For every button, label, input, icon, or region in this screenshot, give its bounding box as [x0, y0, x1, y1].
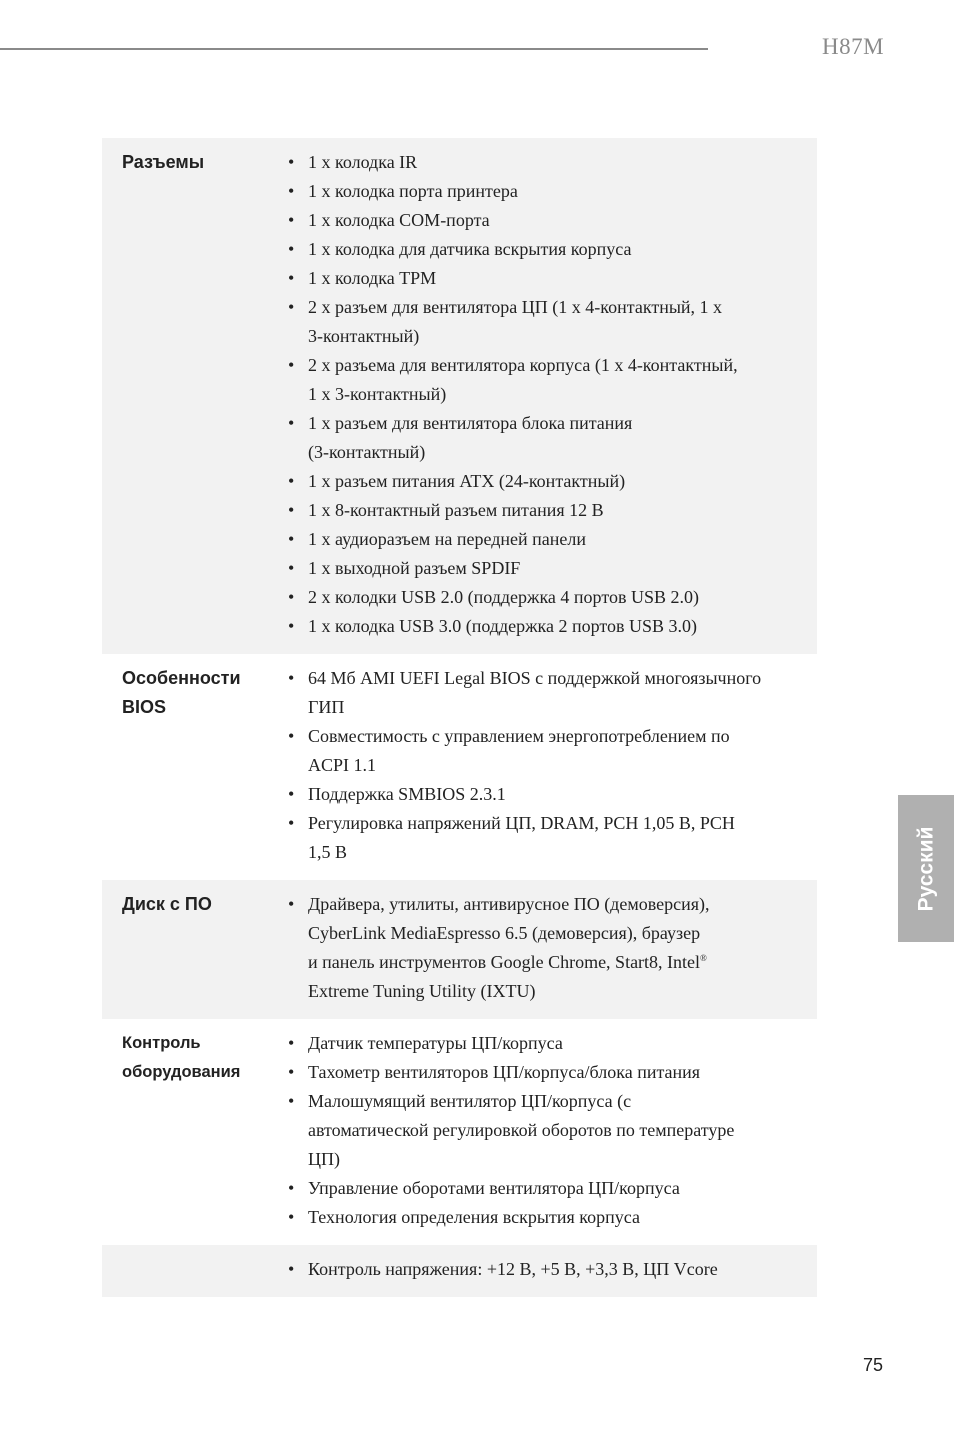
item-line: • 1 x колодка для датчика вскрытия корпуса: [308, 239, 632, 259]
item-line: • Технология определения вскрытия корпуса: [308, 1207, 640, 1227]
row-label-line: оборудования: [122, 1063, 241, 1081]
item-line: • 1 x колодка порта принтера: [308, 181, 518, 201]
item-list: [282, 1255, 798, 1284]
list-item: [288, 177, 798, 206]
row-label: [102, 1029, 282, 1232]
item-line: 1 x 3-контактный): [308, 384, 447, 404]
list-item: [288, 206, 798, 235]
item-line: (3-контактный): [308, 442, 426, 462]
page-number: 75: [863, 1355, 884, 1375]
item-line: • Тахометр вентиляторов ЦП/корпуса/блока питания: [308, 1062, 701, 1082]
row-label: [102, 1255, 282, 1284]
list-item: [288, 1203, 798, 1232]
model-name: H87M: [822, 34, 885, 59]
list-item: [288, 554, 798, 583]
list-item: [288, 1029, 798, 1058]
list-item: [288, 612, 798, 641]
row-label-line: Особенности: [122, 668, 241, 688]
list-item: [288, 525, 798, 554]
list-item: [288, 1255, 798, 1284]
header-rule: [0, 48, 708, 50]
item-line: • 1 x выходной разъем SPDIF: [308, 558, 521, 578]
item-line: ACPI 1.1: [308, 755, 377, 775]
item-list: [282, 890, 798, 1006]
list-item: [288, 293, 798, 351]
item-line: • 1 x колодка TPM: [308, 268, 437, 288]
item-line: • 1 x колодка IR: [308, 152, 418, 172]
item-line: • Контроль напряжения: +12 В, +5 В, +3,3 В, ЦП Vcore: [308, 1259, 718, 1279]
row-label-line: Диск с ПО: [122, 894, 212, 914]
item-line: CyberLink MediaEspresso 6.5 (демоверсия), браузер: [308, 923, 701, 943]
spec-row-bios: [102, 654, 817, 880]
item-line: • Регулировка напряжений ЦП, DRAM, PCH 1,05 В, PCH: [308, 813, 735, 833]
item-line: • 1 x 8-контактный разъем питания 12 В: [308, 500, 604, 520]
list-item: [288, 1058, 798, 1087]
item-line: • 1 x разъем для вентилятора блока питания: [308, 413, 633, 433]
item-line: ГИП: [308, 697, 345, 717]
item-line: • 1 x колодка COM-порта: [308, 210, 490, 230]
item-line: • 64 Мб AMI UEFI Legal BIOS с поддержкой многоязычного: [308, 668, 762, 688]
item-line: • 1 x аудиоразъем на передней панели: [308, 529, 586, 549]
spec-row-voltage-monitor: [102, 1245, 817, 1297]
item-line: • 2 x разъем для вентилятора ЦП (1 x 4-контактный, 1 x: [308, 297, 723, 317]
item-line: • 2 x разъема для вентилятора корпуса (1 x 4-контактный,: [308, 355, 738, 375]
item-line: • Малошумящий вентилятор ЦП/корпуса (с: [308, 1091, 632, 1111]
list-item: [288, 1087, 798, 1174]
item-list: [282, 148, 798, 641]
item-line: • 1 x разъем питания ATX (24-контактный): [308, 471, 626, 491]
item-line: Extreme Tuning Utility (IXTU): [308, 981, 536, 1001]
row-label: [102, 890, 282, 1006]
row-label: [102, 664, 282, 867]
language-tab: [898, 795, 954, 942]
list-item: [288, 264, 798, 293]
item-line: • Управление оборотами вентилятора ЦП/корпуса: [308, 1178, 680, 1198]
spec-row-software-disc: [102, 880, 817, 1019]
item-line: автоматической регулировкой оборотов по температуре: [308, 1120, 735, 1140]
item-list: [282, 664, 798, 867]
item-line: ЦП): [308, 1149, 340, 1169]
list-item: [288, 496, 798, 525]
row-label: [102, 148, 282, 641]
item-line: 1,5 В: [308, 842, 348, 862]
list-item: [288, 722, 798, 780]
row-label-line: Контроль: [122, 1034, 201, 1052]
list-item: [288, 583, 798, 612]
list-item: [288, 664, 798, 722]
spec-row-hardware-monitor: [102, 1019, 817, 1245]
item-line: • Драйвера, утилиты, антивирусное ПО (демоверсия),: [308, 894, 710, 914]
spec-row-connectors: [102, 138, 817, 654]
item-line: • 1 x колодка USB 3.0 (поддержка 2 портов USB 3.0): [308, 616, 698, 636]
list-item: [288, 780, 798, 809]
item-line-text: и панель инструментов Google Chrome, Start8, Intel: [308, 952, 701, 972]
item-line: [308, 948, 798, 977]
item-line: 3-контактный): [308, 326, 420, 346]
row-label-line: BIOS: [122, 697, 167, 717]
item-line: • 2 x колодки USB 2.0 (поддержка 4 портов USB 2.0): [308, 587, 699, 607]
list-item: [288, 809, 798, 867]
list-item: [288, 409, 798, 467]
row-label-line: Разъемы: [122, 152, 205, 172]
list-item: [288, 467, 798, 496]
list-item: [288, 235, 798, 264]
item-line: • Датчик температуры ЦП/корпуса: [308, 1033, 563, 1053]
registered-mark: ®: [700, 953, 707, 963]
item-line: • Поддержка SMBIOS 2.3.1: [308, 784, 506, 804]
list-item: [288, 148, 798, 177]
item-list: [282, 1029, 798, 1232]
list-item: [288, 890, 798, 1006]
list-item: [288, 1174, 798, 1203]
spec-table: [102, 138, 817, 1297]
list-item: [288, 351, 798, 409]
language-tab-label: Русский: [914, 826, 938, 911]
item-line: • Совместимость с управлением энергопотреблением по: [308, 726, 730, 746]
